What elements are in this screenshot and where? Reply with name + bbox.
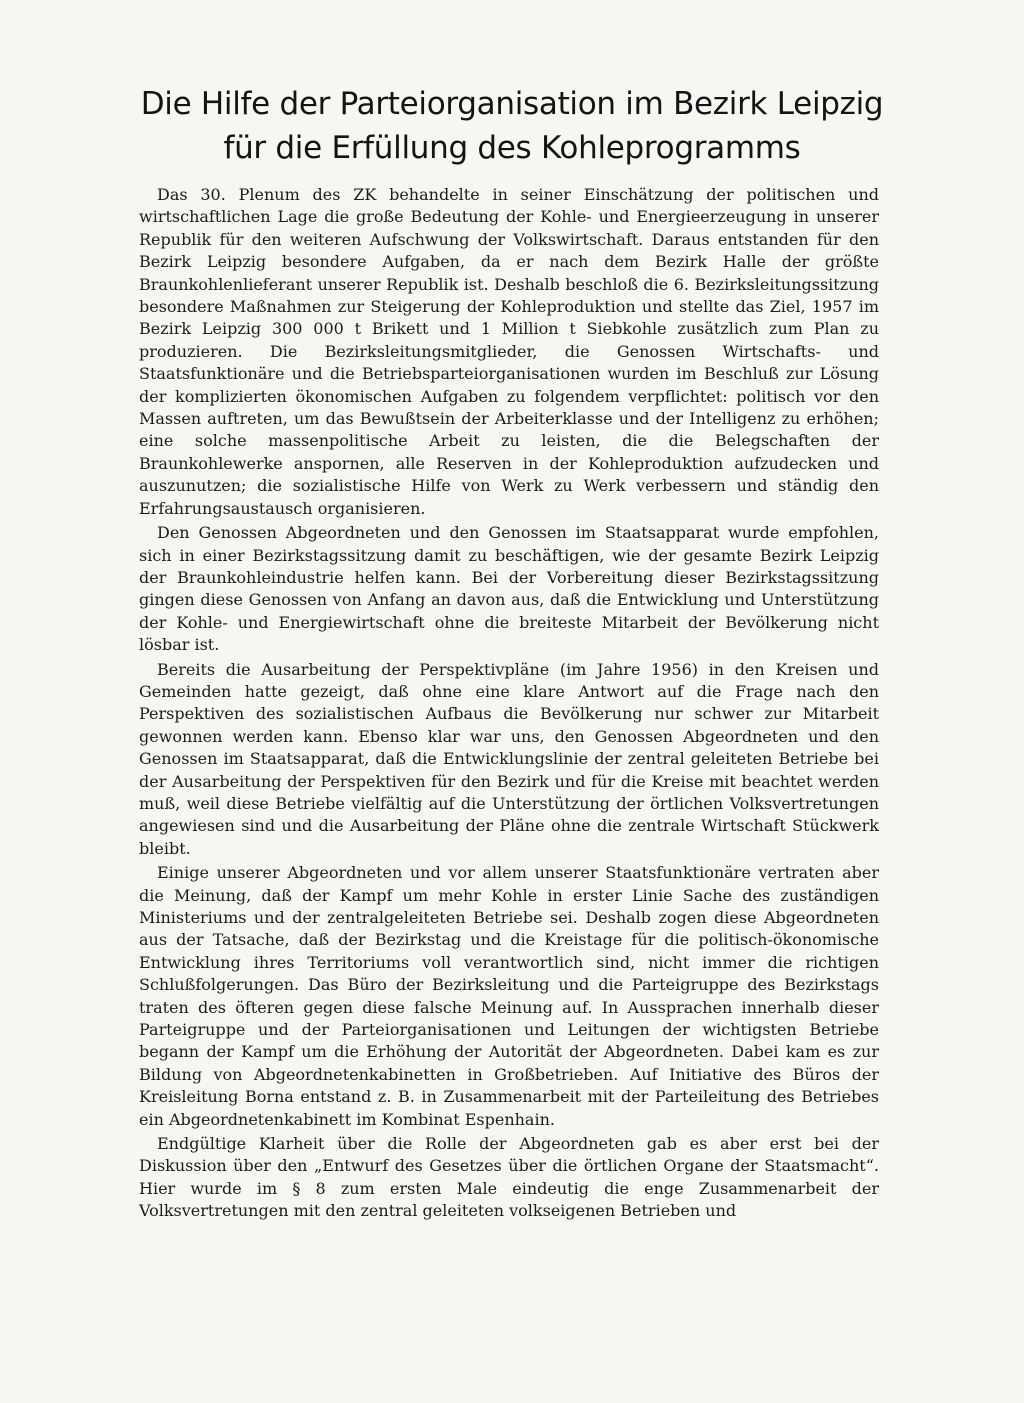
- paragraph-2: Den Genossen Abgeordneten und den Genossen im Staatsapparat wurde empfohlen, sich in einer Bezirkstagssitzung damit zu beschäftigen, wie der gesamte Bezirk Leipzig der Braunkohleindustrie helfen kann. Bei der Vorbereitung dieser Bezirkstagssitzung gingen diese Genossen von Anfang an davon aus, daß die Entwicklung und Unterstützung der Kohle- und Energiewirtschaft ohne die breiteste Mitarbeit der Bevölkerung nicht lösbar ist.: [139, 523, 879, 655]
- paragraph-4: Einige unserer Abgeordneten und vor allem unserer Staatsfunktionäre vertraten aber die Meinung, daß der Kampf um mehr Kohle in erster Linie Sache des zuständigen Ministeriums und der zentralgeleiteten Betriebe sei. Deshalb zogen diese Abgeordneten aus der Tatsache, daß der Bezirkstag und die Kreistage für die politisch-ökonomische Entwicklung ihres Territoriums voll verantwortlich sind, nicht immer die richtigen Schlußfolgerungen. Das Büro der Bezirksleitung und die Parteigruppe des Bezirkstags traten des öfteren gegen diese falsche Meinung auf. In Aussprachen innerhalb dieser Parteigruppe und der Parteiorganisationen und Leitungen der wichtigsten Betriebe begann der Kampf um die Erhöhung der Autorität der Abgeordneten. Dabei kam es zur Bildung von Abgeordnetenkabinetten in Großbetrieben. Auf Initiative des Büros der Kreisleitung Borna entstand z. B. in Zusammenarbeit mit der Parteileitung des Betriebes ein Abgeordnetenkabinett im Kombinat Espenhain.: [139, 863, 879, 1129]
- paragraph-5: Endgültige Klarheit über die Rolle der Abgeordneten gab es aber erst bei der Diskussion über den „Entwurf des Gesetzes über die örtlichen Organe der Staatsmacht“. Hier wurde im § 8 zum ersten Male eindeutig die enge Zusammenarbeit der Volksvertretungen mit den zentral geleiteten volkseigenen Betrieben und: [139, 1134, 879, 1221]
- article-body: [139, 184, 879, 1225]
- page-title: [120, 82, 904, 170]
- title-line-1: Die Hilfe der Parteiorganisation im Bezirk Leipzig: [140, 86, 884, 122]
- title-line-2: für die Erfüllung des Kohleprogramms: [223, 130, 801, 166]
- paragraph-1: Das 30. Plenum des ZK behandelte in seiner Einschätzung der politischen und wirtschaftlichen Lage die große Bedeutung der Kohle- und Energieerzeugung in unserer Republik für den weiteren Aufschwung der Volkswirtschaft. Daraus entstanden für den Bezirk Leipzig besondere Aufgaben, da er nach dem Bezirk Halle der größte Braunkohlenlieferant unserer Republik ist. Deshalb beschloß die 6. Bezirksleitungssitzung besondere Maßnahmen zur Steigerung der Kohleproduktion und stellte das Ziel, 1957 im Bezirk Leipzig 300 000 t Brikett und 1 Million t Siebkohle zusätzlich zum Plan zu produzieren. Die Bezirksleitungsmitglieder, die Genossen Wirtschafts- und Staatsfunktionäre und die Betriebsparteiorganisationen wurden im Beschluß zur Lösung der komplizierten ökonomischen Aufgaben zu folgendem verpflichtet: politisch vor den Massen auftreten, um das Bewußtsein der Arbeiterklasse und der Intelligenz zu erhöhen; eine solche massenpolitische Arbeit zu leisten, die die Belegschaften der Braunkohlewerke anspornen, alle Reserven in der Kohleproduktion aufzudecken und auszunutzen; die sozialistische Hilfe von Werk zu Werk verbessern und ständig den Erfahrungsaustausch organisieren.: [139, 185, 879, 518]
- paragraph-3: Bereits die Ausarbeitung der Perspektivpläne (im Jahre 1956) in den Kreisen und Gemeinden hatte gezeigt, daß ohne eine klare Antwort auf die Frage nach den Perspektiven des sozialistischen Aufbaus die Bevölkerung nur schwer zur Mitarbeit gewonnen werden kann. Ebenso klar war uns, den Genossen Abgeordneten und den Genossen im Staatsapparat, daß die Entwicklungslinie der zentral geleiteten Betriebe bei der Ausarbeitung der Perspektiven für den Bezirk und für die Kreise mit beachtet werden muß, weil diese Betriebe vielfältig auf die Unterstützung der örtlichen Volksvertretungen angewiesen sind und die Ausarbeitung der Pläne ohne die zentrale Wirtschaft Stückwerk bleibt.: [139, 659, 879, 858]
